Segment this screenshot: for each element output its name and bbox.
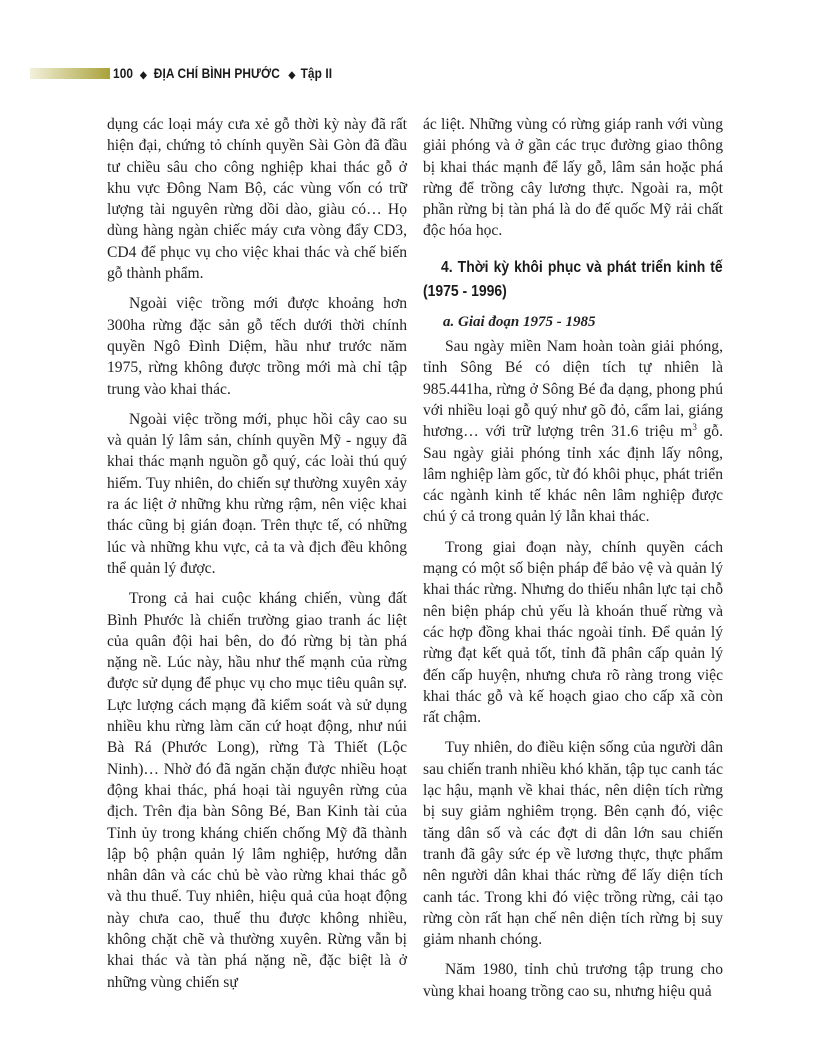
paragraph-text: gỗ. Sau ngày giải phóng tỉnh xác định lấy nông, lâm nghiệp làm gốc, từ đó khôi phục, phát triển các ngành kinh tế khác nên lâm nghiệp được chú ý cả trong quản lý lẫn khai thác. (423, 423, 724, 526)
section-heading: 4. Thời kỳ khôi phục và phát triển kinh tế (1975 - 1996) (423, 258, 723, 300)
paragraph: Ngoài việc trồng mới được khoảng hơn 300ha rừng đặc sản gỗ tếch dưới thời chính quyền Ngô Đình Diệm, hầu như trước năm 1975, rừng không được trồng mới mà chỉ tập trung vào khai thác. (107, 295, 407, 398)
paragraph: ác liệt. Những vùng có rừng giáp ranh với vùng giải phóng và ở gần các trục đường giao thông bị khai thác mạnh để lấy gỗ, lâm sản hoặc phá rừng để trồng cây lương thực. Ngoài ra, một phần rừng bị tàn phá là do đế quốc Mỹ rải chất độc hóa học. (423, 116, 723, 240)
paragraph: Tuy nhiên, do điều kiện sống của người dân sau chiến tranh nhiều khó khăn, tập tục canh tác lạc hậu, mạnh về khai thác, nên diện tích rừng bị suy giảm nghiêm trọng. Bên cạnh đó, việc tăng dân số và các đợt di dân lớn sau chiến tranh đã gây sức ép về lương thực, thực phẩm nên người dân khai thác rừng để lấy diện tích canh tác. Trong khi đó việc trồng rừng, cải tạo rừng còn rất hạn chế nên diện tích rừng bị suy giảm nhanh chóng. (423, 739, 723, 949)
paragraph: Năm 1980, tỉnh chủ trương tập trung cho vùng khai hoang trồng cao su, nhưng hiệu quả (423, 961, 723, 1000)
right-column (423, 114, 723, 1011)
left-column (107, 114, 407, 1002)
header-gradient-bar (30, 68, 110, 79)
paragraph: Ngoài việc trồng mới, phục hồi cây cao su và quản lý lâm sản, chính quyền Mỹ - ngụy đã khai thác mạnh nguồn gỗ quý, các loài thú quý hiếm. Tuy nhiên, do chiến sự thường xuyên xảy ra ác liệt ở những khu rừng rậm, nên việc khai thác cũng bị gián đoạn. Trên thực tế, có những lúc và những khu vực, cả ta và địch đều không thể quản lý được. (107, 410, 407, 577)
paragraph: Trong cả hai cuộc kháng chiến, vùng đất Bình Phước là chiến trường giao tranh ác liệt của quân đội hai bên, do đó rừng bị tàn phá nặng nề. Lúc này, hầu như thế mạnh của rừng được sử dụng để phục vụ cho mục tiêu quân sự. Lực lượng cách mạng đã kiểm soát và sử dụng nhiều khu rừng làm căn cứ hoạt động, như núi Bà Rá (Phước Long), rừng Tà Thiết (Lộc Ninh)… Nhờ đó đã ngăn chặn được nhiều hoạt động khai thác, phá hoại tài nguyên rừng của địch. Trên địa bàn Sông Bé, Ban Kinh tài của Tỉnh ủy trong kháng chiến chống Mỹ đã thành lập bộ phận quản lý lâm nghiệp, hướng dẫn nhân dân và các chủ bè vào rừng khai thác gỗ và thu thuế. Tuy nhiên, hiệu quả của hoạt động này chưa cao, thuế thu được không nhiều, không chặt chẽ và thường xuyên. Rừng vẫn bị khai thác và tàn phá nặng nề, đặc biệt là ở những vùng chiến sự (107, 590, 407, 991)
book-title: ĐỊA CHÍ BÌNH PHƯỚC (153, 65, 280, 81)
page-number: 100 (113, 65, 134, 81)
paragraph-text: Sau ngày miền Nam hoàn toàn giải phóng, tỉnh Sông Bé có diện tích tự nhiên là 985.441ha, rừng ở Sông Bé đa dạng, phong phú với nhiều loại gỗ quý như gõ đỏ, cẩm lai, giáng hương… với trữ lượng trên 31.6 triệu m (423, 338, 723, 441)
paragraph: dụng các loại máy cưa xẻ gỗ thời kỳ này đã rất hiện đại, chứng tỏ chính quyền Sài Gòn đã đầu tư chiều sâu cho công nghiệp khai thác gỗ ở khu vực Đông Nam Bộ, các vùng vốn có trữ lượng tài nguyên rừng dồi dào, giàu có… Họ dùng hàng ngàn chiếc máy cưa vòng đẩy CD3, CD4 để phục vụ cho việc khai thác và chế biến gỗ thành phẩm. (107, 116, 407, 283)
running-header (30, 64, 362, 82)
paragraph: Trong giai đoạn này, chính quyền cách mạng có một số biện pháp để bảo vệ và quản lý khai thác rừng. Nhưng do thiếu nhân lực tại chỗ nên biện pháp chủ yếu là khoán thuế rừng và các hợp đồng khai thác ngoài tỉnh. Để quản lý rừng đạt kết quả tốt, tỉnh đã phân cấp quản lý đến cấp huyện, nhưng chưa rõ ràng trong việc khai thác gỗ và kế hoạch giao cho cấp xã còn rất chậm. (423, 538, 723, 727)
paragraph (423, 336, 723, 528)
diamond-icon: ◆ (140, 69, 147, 81)
superscript: 3 (692, 422, 697, 433)
diamond-icon: ◆ (288, 69, 296, 81)
header-text (113, 66, 332, 81)
sub-heading: a. Giai đoạn 1975 - 1985 (443, 313, 596, 330)
volume-label: Tập II (300, 65, 333, 81)
